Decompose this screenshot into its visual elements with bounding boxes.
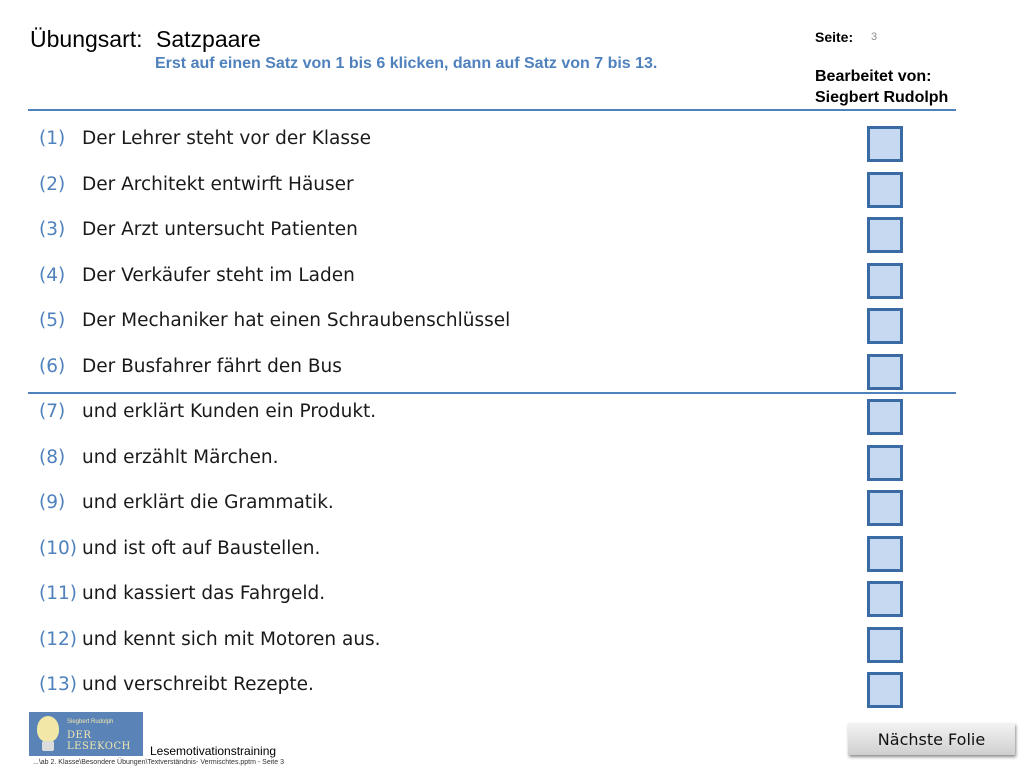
sentence-text: und ist oft auf Baustellen. — [82, 537, 321, 559]
exercise-type-title: Satzpaare — [156, 26, 261, 52]
sentence-text: und kassiert das Fahrgeld. — [82, 582, 326, 604]
exercise-type-label: Übungsart: — [30, 26, 143, 52]
header-divider — [28, 109, 956, 111]
file-path: ...\ab 2. Klasse\Besondere Übungen\Textverständnis- Vermischtes.pptm - Seite 3 — [33, 759, 284, 766]
sentence-3[interactable] — [39, 211, 358, 247]
edited-by-label: Bearbeitet von: — [815, 68, 932, 85]
sentence-text: Der Mechaniker hat einen Schraubenschlüssel — [82, 309, 511, 331]
answer-box-10[interactable] — [867, 536, 903, 572]
sentence-text: Der Busfahrer fährt den Bus — [82, 355, 342, 377]
sentence-text: Der Architekt entwirft Häuser — [82, 173, 354, 195]
sentence-number: (13) — [39, 673, 77, 695]
sentence-number: (5) — [39, 309, 66, 331]
answer-box-8[interactable] — [867, 445, 903, 481]
lightbulb-icon — [37, 716, 59, 742]
answer-box-6[interactable] — [867, 354, 903, 390]
sentence-text: und erzählt Märchen. — [82, 446, 279, 468]
sentence-number: (12) — [39, 628, 77, 650]
sentence-number: (10) — [39, 537, 77, 559]
sentence-number: (2) — [39, 173, 66, 195]
sentence-7[interactable] — [39, 393, 376, 429]
answer-box-3[interactable] — [867, 217, 903, 253]
sentence-1[interactable] — [39, 120, 371, 156]
lesekoch-logo — [29, 712, 143, 756]
answer-box-7[interactable] — [867, 399, 903, 435]
answer-box-11[interactable] — [867, 581, 903, 617]
sentence-8[interactable] — [39, 439, 279, 475]
edited-by-name: Siegbert Rudolph — [815, 89, 949, 106]
sentence-12[interactable] — [39, 621, 381, 657]
sentence-number: (3) — [39, 218, 66, 240]
page-number: 3 — [871, 31, 878, 43]
sentence-text: Der Arzt untersucht Patienten — [82, 218, 358, 240]
sentence-number: (7) — [39, 400, 66, 422]
logo-author: Siegbert Rudolph — [67, 719, 114, 725]
sentence-text: und verschreibt Rezepte. — [82, 673, 314, 695]
answer-box-12[interactable] — [867, 627, 903, 663]
sentence-number: (6) — [39, 355, 66, 377]
sentence-text: und erklärt die Grammatik. — [82, 491, 334, 513]
answer-box-2[interactable] — [867, 172, 903, 208]
sentence-number: (11) — [39, 582, 77, 604]
sentence-10[interactable] — [39, 530, 320, 566]
sentence-number: (9) — [39, 491, 66, 513]
sentence-9[interactable] — [39, 484, 334, 520]
sentence-number: (1) — [39, 127, 66, 149]
sentence-5[interactable] — [39, 302, 510, 338]
sentence-13[interactable] — [39, 666, 314, 702]
sentence-text: Der Lehrer steht vor der Klasse — [82, 127, 372, 149]
sentence-number: (4) — [39, 264, 66, 286]
footer-label: Lesemotivationstraining — [150, 744, 277, 758]
instruction-text: Erst auf einen Satz von 1 bis 6 klicken, dann auf Satz von 7 bis 13. — [155, 55, 658, 72]
answer-box-4[interactable] — [867, 263, 903, 299]
sentence-11[interactable] — [39, 575, 325, 611]
sentence-text: und erklärt Kunden ein Produkt. — [82, 400, 377, 422]
sentence-number: (8) — [39, 446, 66, 468]
sentence-2[interactable] — [39, 166, 354, 202]
answer-box-13[interactable] — [867, 672, 903, 708]
logo-title: DER LESEKOCH — [67, 730, 131, 752]
page-label: Seite: — [815, 29, 854, 45]
answer-box-5[interactable] — [867, 308, 903, 344]
sentence-6[interactable] — [39, 348, 342, 384]
sentence-4[interactable] — [39, 257, 355, 293]
lightbulb-base — [42, 741, 54, 751]
next-slide-button[interactable]: Nächste Folie — [848, 723, 1015, 755]
answer-box-1[interactable] — [867, 126, 903, 162]
sentence-text: und kennt sich mit Motoren aus. — [82, 628, 381, 650]
answer-box-9[interactable] — [867, 490, 903, 526]
sentence-text: Der Verkäufer steht im Laden — [82, 264, 355, 286]
